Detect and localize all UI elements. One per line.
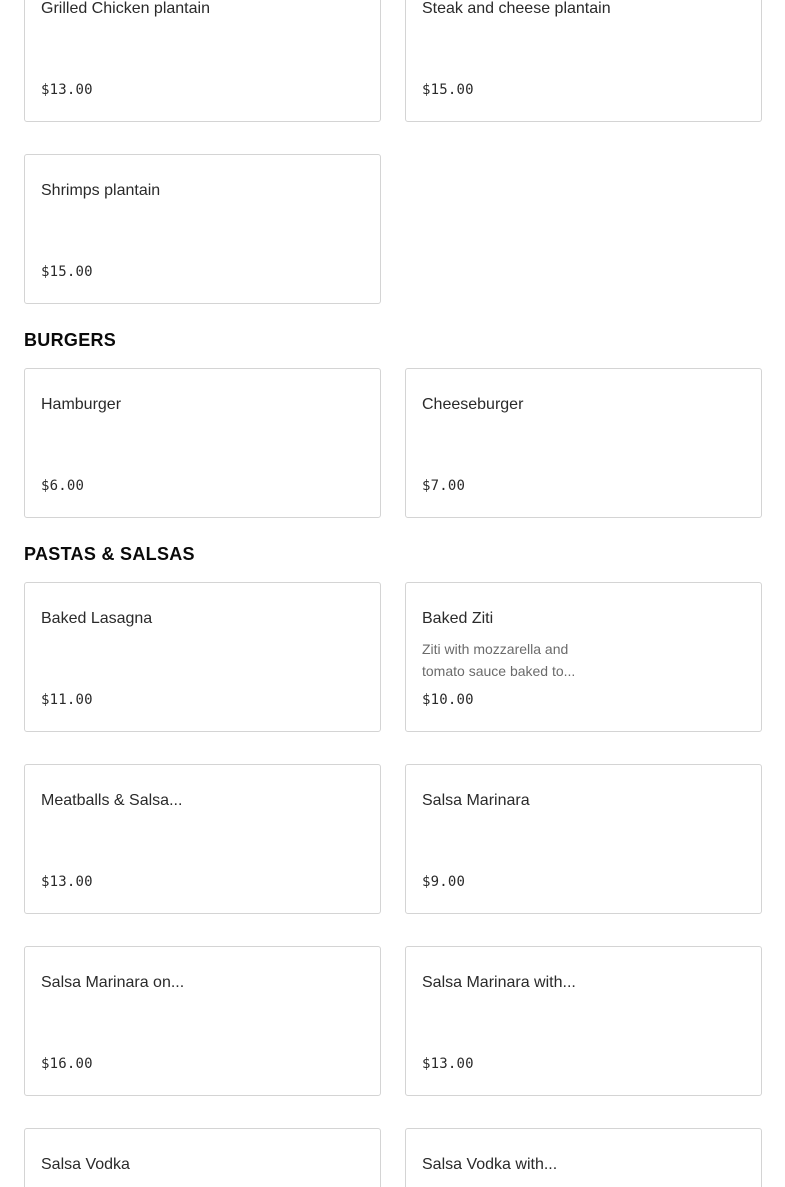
menu-item-name: Baked Lasagna (41, 610, 153, 627)
menu-item-name: Baked Ziti (422, 610, 494, 627)
menu-item-price: $13.00 (41, 874, 93, 890)
menu-item-card[interactable] (405, 582, 762, 732)
menu-item-card[interactable] (24, 154, 381, 304)
menu-item-price: $16.00 (41, 1056, 93, 1072)
menu-item-name: Salsa Vodka with... (422, 1156, 558, 1173)
menu-item-card[interactable] (405, 368, 762, 518)
menu-item-name: Salsa Vodka (41, 1156, 130, 1173)
menu-item-price: $9.00 (422, 874, 466, 890)
menu-item-name: Salsa Marinara on... (41, 974, 185, 991)
menu-item-price: $13.00 (41, 82, 93, 98)
menu-item-name: Hamburger (41, 396, 122, 413)
menu-item-price: $6.00 (41, 478, 85, 494)
menu-item-name: Cheeseburger (422, 396, 524, 413)
menu-item-price: $7.00 (422, 478, 466, 494)
menu-item-name: Grilled Chicken plantain (41, 0, 210, 17)
menu-item-card[interactable] (24, 946, 381, 1096)
menu-item-card[interactable] (24, 0, 381, 122)
menu-item-price: $13.00 (422, 1056, 474, 1072)
menu-item-name: Salsa Marinara (422, 792, 530, 809)
section-title-pastas-salsas: PASTAS & SALSAS (24, 544, 195, 564)
menu-item-card[interactable] (405, 946, 762, 1096)
menu-item-card[interactable] (24, 368, 381, 518)
menu-item-price: $11.00 (41, 692, 93, 708)
menu-item-price: $15.00 (41, 264, 93, 280)
menu-item-card[interactable] (24, 764, 381, 914)
menu-item-description: Ziti with mozzarella and tomato sauce baked to... (422, 641, 576, 679)
section-title-burgers: BURGERS (24, 330, 117, 350)
menu-item-card[interactable] (24, 1128, 381, 1187)
menu-item-price: $15.00 (422, 82, 474, 98)
menu-item-name: Steak and cheese plantain (422, 0, 611, 17)
menu-item-card[interactable] (405, 764, 762, 914)
menu-item-card[interactable] (405, 0, 762, 122)
menu-item-name: Salsa Marinara with... (422, 974, 576, 991)
menu-item-name: Meatballs & Salsa... (41, 792, 183, 809)
menu-item-price: $10.00 (422, 692, 474, 708)
menu-item-name: Shrimps plantain (41, 182, 161, 199)
menu-item-card[interactable] (405, 1128, 762, 1187)
menu-item-card[interactable] (24, 582, 381, 732)
